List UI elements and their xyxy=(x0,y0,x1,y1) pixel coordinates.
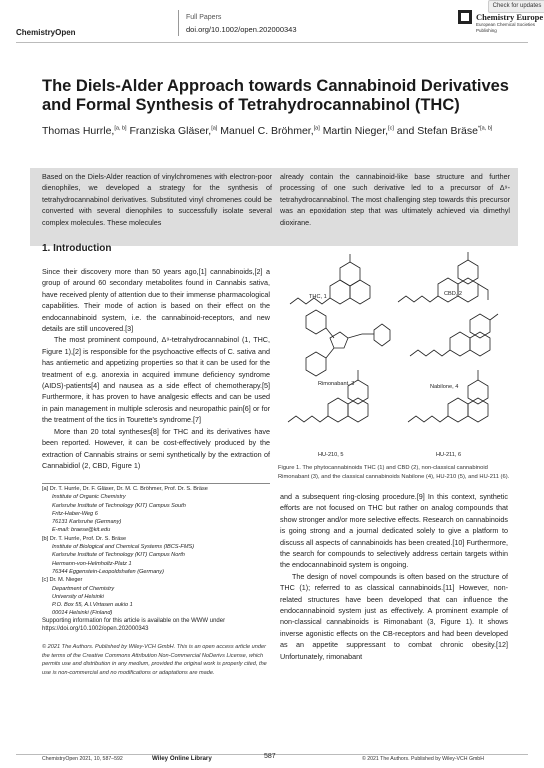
paragraph: More than 20 total syntheses[8] for THC and its derivatives have been reported. However, it can be cost-effectively produced by the extraction of Cannabis strains or semi synthetically by the extraction of Cannabidiol (2, CBD, Figure 1) xyxy=(42,426,270,470)
article-title: The Diels-Alder Approach towards Cannabinoid Derivatives and Formal Synthesis of Tetrahydrocannabinol (THC) xyxy=(42,77,509,114)
thc-structure xyxy=(290,254,370,304)
author: Manuel C. Bröhmer,[a] xyxy=(220,124,320,137)
footnote-line: University of Helsinki xyxy=(52,593,104,600)
footnote-line: Karlsruhe Institute of Technology (KIT) Campus North xyxy=(52,552,185,559)
doi-link[interactable]: doi.org/10.1002/open.202000343 xyxy=(186,25,297,34)
hu210-structure xyxy=(288,370,368,422)
paragraph: and a subsequent ring-closing procedure.[9] In this context, synthetic efforts are not focused on THC but rather on analog compounds that show stronger and/or more selective effects. Research on cannabinoids is going strong and a journal dedicated solely to give a platform to discuss all aspects of cannabinoids has been created.[10] Furthermore, the search for compounds to selectively address certain targets within the endocannabinoid system is ongoing. xyxy=(280,492,508,570)
paragraph: The most prominent compound, Δ⁹-tetrahydrocannabinol (1, THC, Figure 1),[2] is responsible for the psychoactive effects of C. sativa and has antiemetic and appetizing properties so that it can be used for the treatment of e.g. anorexia in acquired immune deficiency syndrome (AIDS)-patients[4] and nausea as a side effect of chemotherapy.[5] Furthermore, it has proven to have analgesic effects and can be used in pain management in multiple sclerosis and neuropathic pain[6] or for the treatment of the tics in Tourette's syndrome.[7] xyxy=(42,335,270,425)
footer-citation: ChemistryOpen 2021, 10, 587–592 xyxy=(42,756,123,762)
footnote-rule xyxy=(42,483,270,484)
nabilone-structure xyxy=(410,314,498,356)
molecule-label: CBD, 2 xyxy=(444,291,463,297)
wiley-online-library-link[interactable]: Wiley Online Library xyxy=(152,755,212,762)
footnote-line: [b] Dr. T. Hurrle, Prof. Dr. S. Bräse xyxy=(42,535,127,542)
footnote-line: Institute of Biological and Chemical Systems (IBCS-FMS) xyxy=(52,544,195,551)
license-note: © 2021 The Authors. Published by Wiley-VCH GmbH. This is an open access article under the terms of the Creative Commons Attribution Non-Commercial NoDerivs License, which permits use and distribution in any medium, provided the original work is properly cited, the use is non-commercial and no modifications or adaptations are made. xyxy=(42,644,267,676)
hu211-structure xyxy=(408,370,488,422)
molecule-label: Nabilone, 4 xyxy=(430,384,459,390)
author: Martin Nieger,[c] xyxy=(322,124,394,137)
molecule-label: HU-210, 5 xyxy=(318,452,344,458)
footnote-line: Department of Chemistry xyxy=(52,585,115,592)
molecule-label: Rimonabant, 3 xyxy=(318,381,355,387)
footnote-line: Karlsruhe Institute of Technology (KIT) Campus South xyxy=(52,502,186,509)
molecule-label: THC, 1 xyxy=(309,294,327,300)
publisher-name: Chemistry Europe xyxy=(476,12,544,22)
email-link[interactable]: E-mail: braese@kit.edu xyxy=(52,527,111,534)
molecule-label: HU-211, 6 xyxy=(436,452,462,458)
footnote-line: [a] Dr. T. Hurrle, Dr. F. Gläser, Dr. M. C. Bröhmer, Prof. Dr. S. Bräse xyxy=(42,486,208,492)
paragraph: Since their discovery more than 50 years ago,[1] cannabinoids,[2] a group of around 60 secondary metabolites found in Cannabis sativa, have received plenty of attention due to their immense pharmacological capabilities. Their mode of action is based on their effect on the endocannabinoid system, i.e. the cannabinoid-receptors, and new details are still uncovered.[3] xyxy=(42,267,270,334)
paragraph: The design of novel compounds is often based on the structure of THC (1); referred to as classical cannabinoids.[11] However, non-related structures have been developed that can influence the endocannabinoid system just as effectively. A prominent example of non-classical cannabinoids is Rimonabant (3, Figure 1). It shows inverse agonistic effects on the CB-receptors and had been developed as an appetite suppressant to combat chronic obesity.[12] Unfortunately, rimonabant xyxy=(280,571,508,661)
author: and Stefan Bräse$^{*[a, b]}$ xyxy=(396,124,493,137)
footnote-line: Fritz-Haber-Weg 6 xyxy=(52,510,98,517)
footnote-line: 76344 Eggenstein-Leopoldshafen (Germany) xyxy=(52,568,164,575)
footnote-line: P.O. Box 55, A.I.Virtasen aukio 1 xyxy=(52,602,133,609)
abstract-left: Based on the Diels-Alder reaction of vinylchromenes with electron-poor dienophiles, we developed a strategy for the synthesis of tetrahydrocannabinol derivatives. Substituted vinyl chromenes could be converted with several dienophiles to successfully isolate several complex molecules. These molecules xyxy=(42,172,272,227)
affiliation-footnotes xyxy=(42,485,270,618)
figure-1-structures xyxy=(278,246,518,460)
page-number: 587 xyxy=(264,753,276,760)
abstract-right: already contain the cannabinoid-like base structure and further processing of one such derivative led to a precursor of Δ⁹-tetrahydrocannabinol. The most challenging step towards this precursor was an epoxidation step that was ultimately achieved via dimethyl dioxirane. xyxy=(280,172,510,227)
author: Thomas Hurrle,[a, b] xyxy=(42,124,127,137)
footnote-line: [c] Dr. M. Nieger xyxy=(42,577,83,584)
header-rule xyxy=(16,42,528,43)
supporting-info-link[interactable]: Supporting information for this article is available on the WWW under https://doi.org/10.1002/open.202000343 xyxy=(42,618,226,633)
cbd-structure xyxy=(398,252,488,302)
figure-caption: Figure 1. The phytocannabinoids THC (1) and CBD (2), non-classical cannabinoid Rimonabant (3), and the classical cannabinoids Nabilone (4), HU-210 (5), and HU-211 (6). xyxy=(278,465,510,480)
author-list xyxy=(42,121,512,138)
right-column-text xyxy=(280,491,508,662)
journal-name: ChemistryOpen xyxy=(16,28,76,37)
rimonabant-structure xyxy=(306,310,390,376)
footnote-line: 00014 Helsinki (Finland) xyxy=(52,610,113,617)
footnote-line: Hermann-von-Helmholtz-Platz 1 xyxy=(52,560,132,567)
publisher-subtitle: European Chemical Societies Publishing xyxy=(476,22,536,33)
author: Franziska Gläser,[a] xyxy=(129,124,218,137)
section-heading: 1. Introduction xyxy=(42,243,112,254)
check-for-updates-button[interactable]: Check for updates xyxy=(488,0,544,13)
footnote-line: Institute of Organic Chemistry xyxy=(52,494,126,501)
header-divider xyxy=(178,10,179,36)
footnote-line: 76131 Karlsruhe (Germany) xyxy=(52,519,122,526)
article-type: Full Papers xyxy=(186,14,222,21)
left-column-text xyxy=(42,266,270,471)
footer-copyright: © 2021 The Authors. Published by Wiley-VCH GmbH xyxy=(362,756,484,762)
